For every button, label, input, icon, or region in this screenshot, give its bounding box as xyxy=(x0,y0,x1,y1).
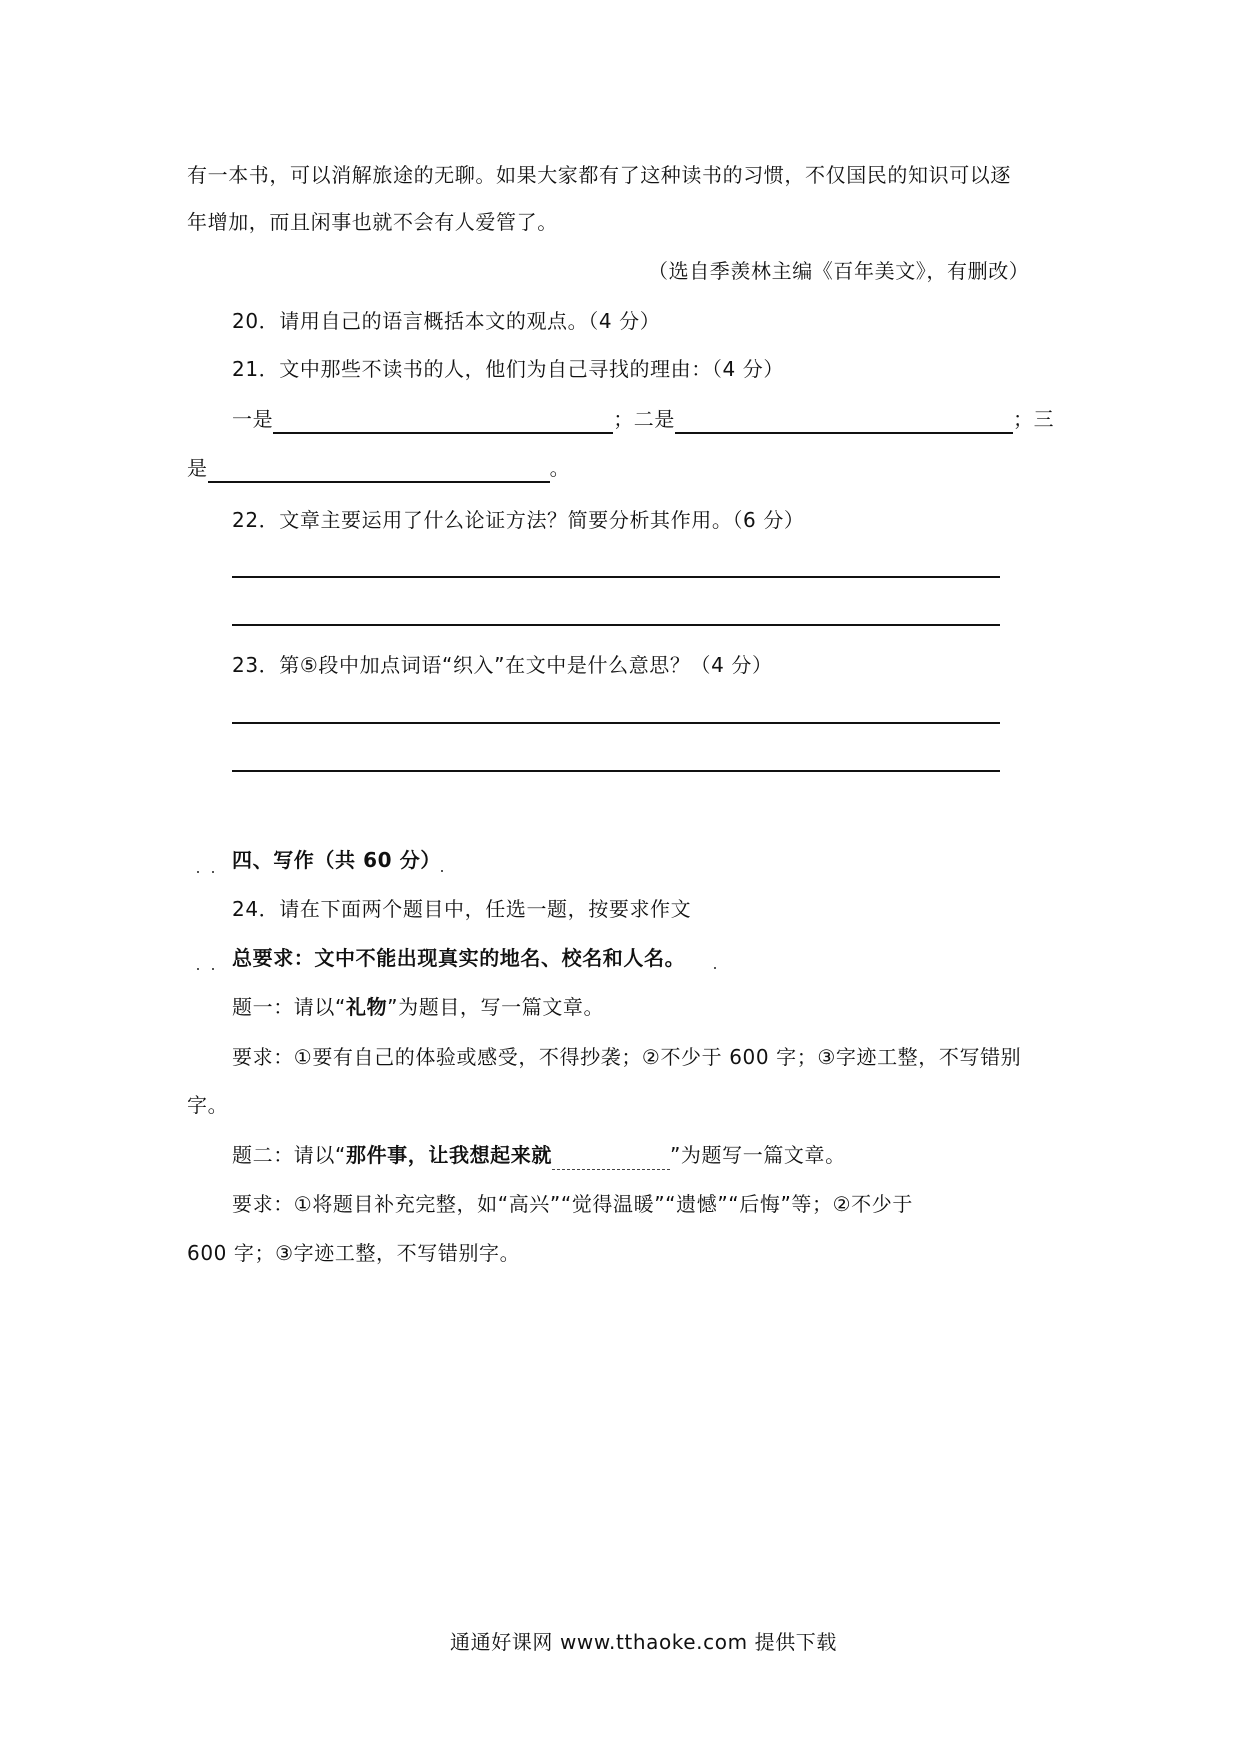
question-21-answer-row-2 xyxy=(187,453,570,483)
scan-speck xyxy=(212,871,214,873)
q21-first-blank[interactable] xyxy=(273,408,613,434)
topic-1-requirements-line-2: 字。 xyxy=(187,1093,229,1117)
q21-third-label-tail: ；三 xyxy=(1013,407,1055,431)
topic-2-prefix: 题二：请以“ xyxy=(232,1143,346,1167)
q22-answer-line-1[interactable] xyxy=(232,576,1000,578)
scan-speck xyxy=(212,968,214,970)
question-20: 20．请用自己的语言概括本文的观点。（4 分） xyxy=(232,309,661,333)
topic-2-requirements-line-2: 600 字；③字迹工整，不写错别字。 xyxy=(187,1241,521,1265)
q21-third-blank[interactable] xyxy=(208,457,550,483)
topic-1-suffix: ”为题目，写一篇文章。 xyxy=(387,995,605,1019)
scan-speck xyxy=(714,967,716,969)
q21-third-label-head: 是 xyxy=(187,456,208,480)
topic-2-blank[interactable] xyxy=(552,1145,670,1170)
topic-1-title: 礼物 xyxy=(345,995,388,1019)
question-21: 21．文中那些不读书的人，他们为自己寻找的理由：（4 分） xyxy=(232,357,784,381)
footer-credit: 通通好课网 www.tthaoke.com 提供下载 xyxy=(450,1630,838,1654)
topic-2 xyxy=(232,1140,846,1170)
question-23: 23．第⑤段中加点词语“织入”在文中是什么意思？（4 分） xyxy=(232,653,773,677)
q22-answer-line-2[interactable] xyxy=(232,624,1000,626)
q21-second-blank[interactable] xyxy=(675,408,1013,434)
question-22: 22．文章主要运用了什么论证方法？简要分析其作用。（6 分） xyxy=(232,508,805,532)
general-requirement: 总要求：文中不能出现真实的地名、校名和人名。 xyxy=(232,946,686,970)
q21-first-label: 一是 xyxy=(232,407,274,431)
topic-1 xyxy=(232,992,604,1022)
topic-1-prefix: 题一：请以“ xyxy=(232,995,346,1019)
scan-speck xyxy=(441,870,443,872)
passage-source: （选自季羡林主编《百年美文》，有删改） xyxy=(648,259,1030,283)
scan-speck xyxy=(197,871,199,873)
q23-answer-line-2[interactable] xyxy=(232,770,1000,772)
q21-end-mark: 。 xyxy=(549,456,571,480)
topic-2-title: 那件事，让我想起来就 xyxy=(345,1143,552,1167)
passage-line-2: 年增加，而且闲事也就不会有人爱管了。 xyxy=(187,210,558,234)
question-21-answer-row-1 xyxy=(232,404,1054,434)
q23-answer-line-1[interactable] xyxy=(232,722,1000,724)
q21-second-label: ；二是 xyxy=(613,407,676,431)
scan-speck xyxy=(197,968,199,970)
topic-2-requirements-line-1: 要求：①将题目补充完整，如“高兴”“觉得温暖”“遗憾”“后悔”等；②不少于 xyxy=(232,1192,913,1216)
topic-2-suffix: ”为题写一篇文章。 xyxy=(669,1143,846,1167)
passage-line-1: 有一本书，可以消解旅途的无聊。如果大家都有了这种读书的习惯，不仅国民的知识可以逐 xyxy=(187,163,1011,187)
question-24: 24．请在下面两个题目中，任选一题，按要求作文 xyxy=(232,897,692,921)
section-writing-title: 四、写作（共 60 分） xyxy=(232,848,441,872)
topic-1-requirements-line-1: 要求：①要有自己的体验或感受，不得抄袭；②不少于 600 字；③字迹工整，不写错别 xyxy=(232,1045,1022,1069)
